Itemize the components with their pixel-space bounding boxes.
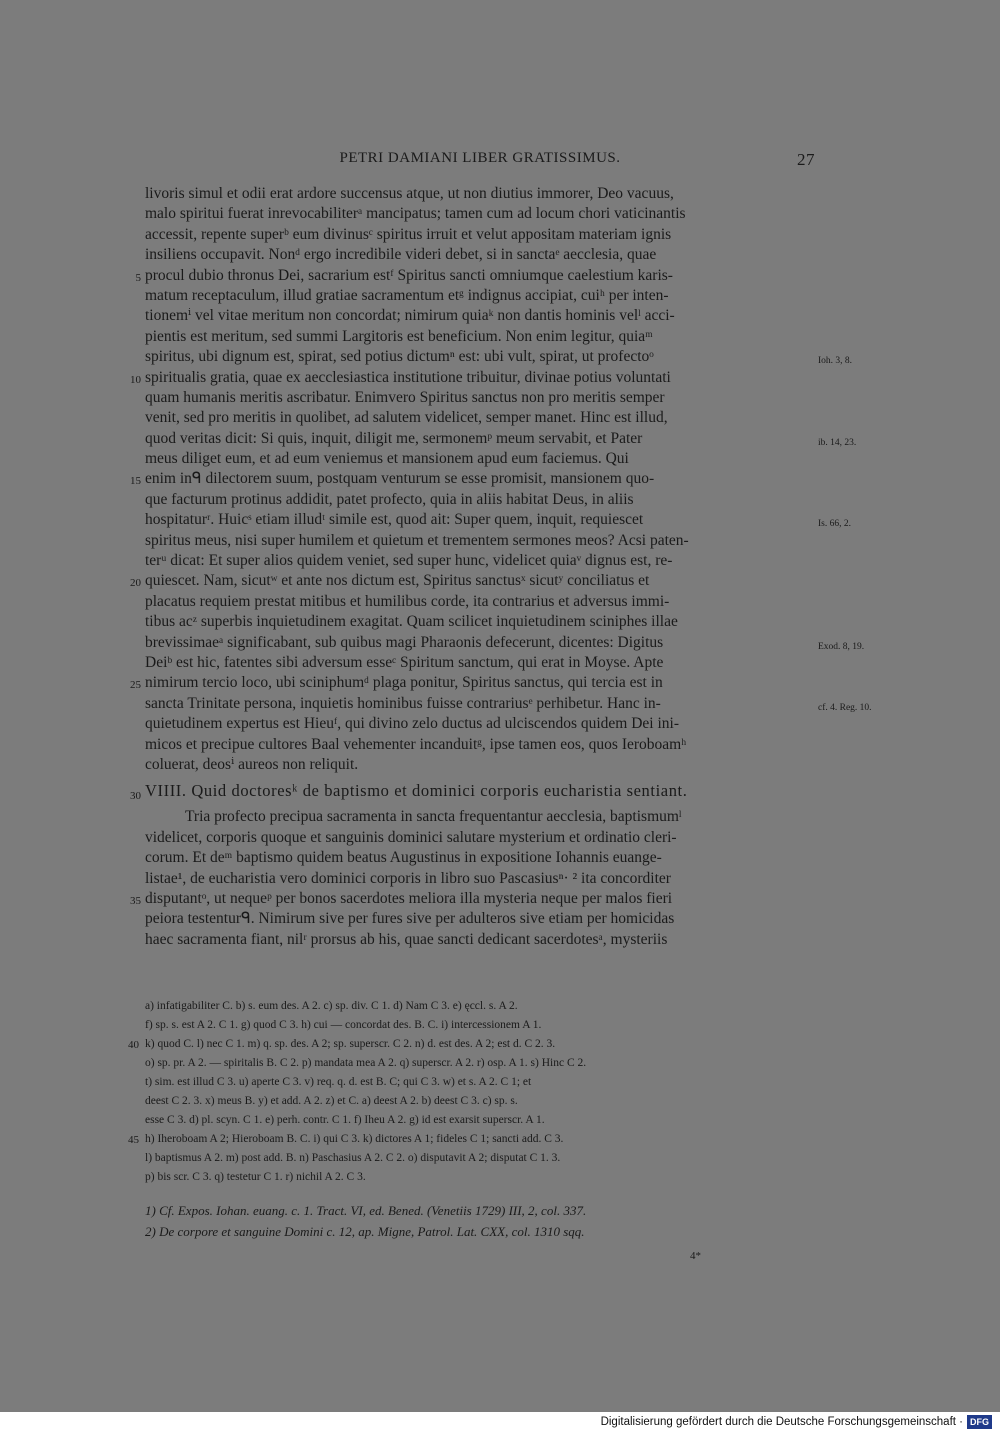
line-text: Deiᵇ est hic, fatentes sibi adversum esseᶜ Spiritum sanctum, qui erat in Moyse. Apte	[145, 653, 664, 671]
line-text: spiritualis gratia, quae ex aecclesiastica institutione tribuitur, divinae potius voluntati	[145, 368, 671, 386]
footnotes	[145, 1200, 813, 1242]
apparatus-line	[128, 1035, 813, 1054]
main-text	[130, 184, 872, 950]
line-text: tibus acᶻ superbis inquietudinem exagitat. Quam scilicet inquietudinem sciniphes illae	[145, 613, 678, 631]
apparatus-line	[145, 1073, 813, 1092]
line-number: 45	[128, 1134, 139, 1146]
text-line	[145, 909, 813, 929]
text-line	[145, 694, 872, 714]
line-number: 25	[130, 679, 141, 692]
line-text: terᵘ dicat: Et super alios quidem veniet, sed super hunc, videlicet quiaᵛ dignus est, re-	[145, 552, 673, 570]
text-line	[145, 327, 813, 347]
critical-apparatus	[128, 997, 813, 1187]
line-text: coluerat, deosⁱ aureos non reliquit.	[145, 755, 359, 773]
line-text: quiescet. Nam, sicutʷ et ante nos dictum est, Spiritus sanctusˣ sicutʸ conciliatus et	[145, 572, 650, 590]
line-text: spiritus meus, nisi super humilem et quietum et trementem sermones meos? Acsi paten-	[145, 531, 689, 549]
apparatus-text: h) Iheroboam A 2; Hieroboam B. C. i) qui C 3. k) dictores A 1; fideles C 1; sancti add. C 3.	[145, 1133, 564, 1145]
section-heading: VIIII. Quid doctoresᵏ de baptismo et dominici corporis eucharistia sentiant.	[145, 781, 688, 801]
apparatus-text: t) sim. est illud C 3. u) aperte C 3. v) req. q. d. est B. C; qui C 3. w) et s. A 2. C 1; et	[145, 1076, 532, 1088]
apparatus-line	[145, 1016, 813, 1035]
line-text: placatus requiem prestat mitibus et humilibus corde, ita contrarius et adversus immi-	[145, 592, 670, 610]
margin-reference: ib. 14, 23.	[818, 437, 857, 448]
line-text: malo spiritui fuerat inrevocabiliterᵃ mancipatus; tamen cum ad locum chori vaticinantis	[145, 205, 686, 223]
line-text: quam humanis meritis ascribatur. Enimvero Spiritus sanctus non pro meritis semper	[145, 388, 665, 406]
margin-reference: Exod. 8, 19.	[818, 641, 865, 652]
line-text: quod veritas dicit: Si quis, inquit, diligit me, sermonemᵖ meum servabit, et Pater	[145, 429, 643, 447]
line-text: enim inᑫ dilectorem suum, postquam venturum se esse promisit, mansionem quo-	[145, 470, 655, 488]
signature-mark: 4*	[690, 1250, 701, 1262]
apparatus-line	[145, 1111, 813, 1130]
line-text: livoris simul et odii erat ardore succensus atque, ut non diutius immorer, Deo vacuus,	[145, 185, 674, 202]
text-line	[130, 673, 813, 693]
line-text: procul dubio thronus Dei, sacrarium estᶠ Spiritus sancti omniumque caelestium karis-	[145, 266, 673, 284]
apparatus-text: k) quod C. l) nec C 1. m) q. sp. des. A 2; sp. superscr. C 2. n) d. est des. A 2; est d. C 2. 3.	[145, 1038, 556, 1050]
text-line	[130, 889, 813, 909]
text-line	[145, 807, 813, 827]
line-number: 30	[130, 790, 141, 803]
line-text: que facturum protinus addidit, patet profecto, quia in aliis habitat Deus, in aliis	[145, 490, 634, 508]
line-text: haec sacramenta fiant, nilʳ prorsus ab his, quae sancti dedicant sacerdotesᵃ, mysteriis	[145, 930, 668, 948]
apparatus-line	[145, 1149, 813, 1168]
line-text: brevissimaeᵃ significabant, sub quibus magi Pharaonis defecerunt, dicentes: Digitus	[145, 633, 664, 651]
apparatus-line	[128, 1130, 813, 1149]
apparatus-text: esse C 3. d) pl. scyn. C 1. e) perh. contr. C 1. f) Iheu A 2. g) id est exarsit superscr. A 1.	[145, 1114, 545, 1126]
text-line	[145, 612, 813, 632]
text-line	[145, 429, 857, 449]
line-number: 35	[130, 894, 141, 907]
footnote-text: 2) De corpore et sanguine Domini c. 12, ap. Migne, Patrol. Lat. CXX, col. 1310 sqq.	[145, 1224, 585, 1239]
footnote-line	[145, 1200, 813, 1221]
line-text: videlicet, corporis quoque et sanguinis dominici salutare mysterium et ordinatio cleri-	[145, 828, 677, 846]
text-line	[145, 306, 813, 326]
apparatus-text: l) baptismus A 2. m) post add. B. n) Paschasius A 2. C 2. o) disputavit A 2; disputat C 1. 3.	[145, 1152, 561, 1164]
running-title: PETRI DAMIANI LIBER GRATISSIMUS.	[339, 150, 621, 166]
text-line	[145, 286, 813, 306]
line-text: disputantᵒ, ut nequeᵖ per bonos sacerdotes meliora illa mysteria neque per malos fieri	[145, 889, 673, 907]
footnote-line	[145, 1221, 813, 1242]
line-text: quietudinem expertus est Hieuᶠ, qui divino zelo ductus ad ulciscendos quidem Dei ini-	[145, 715, 679, 733]
apparatus-line	[145, 1092, 813, 1111]
margin-reference: Is. 66, 2.	[818, 519, 851, 530]
section-heading-line	[130, 781, 813, 807]
line-text: micos et precipue cultores Baal vehementer incanduitᵍ, ipse tamen eos, quos Ieroboamʰ	[145, 735, 687, 753]
apparatus-line	[145, 1054, 813, 1073]
text-line	[130, 368, 813, 388]
line-text: peiora testenturᑫ. Nimirum sive per fures sive per adulteros sive etiam per homicidas	[145, 910, 675, 928]
text-line	[130, 469, 813, 489]
line-text: listae¹, de eucharistia vero dominici corporis in libro suo Pascasiusⁿ· ² ita concorditer	[145, 869, 671, 887]
footnote-text: 1) Cf. Expos. Iohan. euang. c. 1. Tract. VI, ed. Bened. (Venetiis 1729) III, 2, col. 337.	[145, 1203, 587, 1218]
line-text: pientis est meritum, sed summi Largitoris est beneficium. Non enim legitur, quiaᵐ	[145, 327, 653, 345]
dfg-funding-bar	[601, 1414, 992, 1430]
line-text: insiliens occupavit. Nonᵈ ergo incredibile videri debet, si in sanctaᵉ aecclesia, quae	[145, 246, 657, 264]
text-line	[130, 571, 813, 591]
dfg-logo-icon: DFG	[967, 1415, 992, 1429]
text-line	[145, 755, 813, 775]
line-text: hospitaturʳ. Huicˢ etiam illudᵗ simile est, quod ait: Super quem, inquit, requiescet	[145, 511, 644, 529]
apparatus-line	[145, 997, 813, 1016]
line-text: matum receptaculum, illud gratiae sacramentum etᵍ indignus accipiat, cuiʰ per inten-	[145, 286, 669, 304]
text-line	[145, 930, 813, 950]
text-line	[145, 551, 813, 571]
line-text: spiritus, ubi dignum est, spirat, sed potius dictumⁿ est: ubi vult, spirat, ut profectoᵒ	[145, 348, 654, 366]
text-line	[145, 245, 813, 265]
line-text: corum. Et deᵐ baptismo quidem beatus Augustinus in expositione Iohannis euange-	[145, 849, 662, 867]
text-line	[145, 869, 813, 889]
text-line	[145, 633, 865, 653]
line-number: 15	[130, 475, 141, 488]
line-number: 20	[130, 577, 141, 590]
line-text: meus diliget eum, et ad eum veniemus et mansionem apud eum faciemus. Qui	[145, 450, 629, 468]
text-line	[145, 848, 813, 868]
text-line	[145, 510, 851, 530]
text-line	[145, 735, 813, 755]
apparatus-line	[145, 1168, 813, 1187]
text-line	[145, 653, 813, 673]
apparatus-text: a) infatigabiliter C. b) s. eum des. A 2. c) sp. div. C 1. d) Nam C 3. e) ęccl. s. A 2.	[145, 1000, 518, 1012]
text-line	[145, 828, 813, 848]
apparatus-text: o) sp. pr. A 2. — spiritalis B. C 2. p) mandata mea A 2. q) superscr. A 2. r) osp. A 1. s) Hinc C 2.	[145, 1057, 587, 1069]
line-text: venit, sed pro meritis in quolibet, ad salutem videlicet, semper manet. Hinc est illud,	[145, 409, 668, 427]
text-line	[145, 225, 813, 245]
text-line	[145, 184, 813, 204]
text-line	[145, 408, 813, 428]
text-line	[145, 592, 813, 612]
text-line	[145, 388, 813, 408]
text-line	[135, 266, 813, 286]
line-number: 5	[135, 271, 141, 284]
text-line	[145, 204, 813, 224]
line-number: 10	[130, 373, 141, 386]
text-line	[145, 449, 813, 469]
line-text: accessit, repente superᵇ eum divinusᶜ spiritus irruit et velut appositam materiam ignis	[145, 225, 672, 243]
apparatus-text: p) bis scr. C 3. q) testetur C 1. r) nichil A 2. C 3.	[145, 1171, 366, 1183]
dfg-funding-text: Digitalisierung gefördert durch die Deutsche Forschungsgemeinschaft ·	[600, 1416, 963, 1428]
line-text: Tria profecto precipua sacramenta in sancta frequentantur aecclesia, baptismumˡ	[185, 808, 682, 826]
line-text: tionemⁱ vel vitae meritum non concordat; nimirum quiaᵏ non dantis hominis velˡ acci-	[145, 307, 675, 325]
line-text: sancta Trinitate persona, inquietis hominibus fuisse contrariusᵉ perhibetur. Hanc in-	[145, 694, 661, 712]
line-text: nimirum tercio loco, ubi sciniphumᵈ plaga ponitur, Spiritus sanctus, qui tercia est in	[145, 674, 663, 692]
text-line	[145, 490, 813, 510]
line-number: 40	[128, 1039, 139, 1051]
text-line	[145, 531, 813, 551]
margin-reference: Ioh. 3, 8.	[818, 356, 853, 367]
apparatus-text: deest C 2. 3. x) meus B. y) et add. A 2. z) et C. a) deest A 2. b) deest C 3. c) sp. s.	[145, 1095, 518, 1107]
margin-reference: cf. 4. Reg. 10.	[818, 702, 872, 713]
apparatus-text: f) sp. s. est A 2. C 1. g) quod C 3. h) cui — concordat des. B. C. i) intercessionem A 1.	[145, 1019, 542, 1031]
text-line	[145, 714, 813, 734]
text-line	[145, 347, 853, 367]
page-number: 27	[797, 150, 815, 169]
